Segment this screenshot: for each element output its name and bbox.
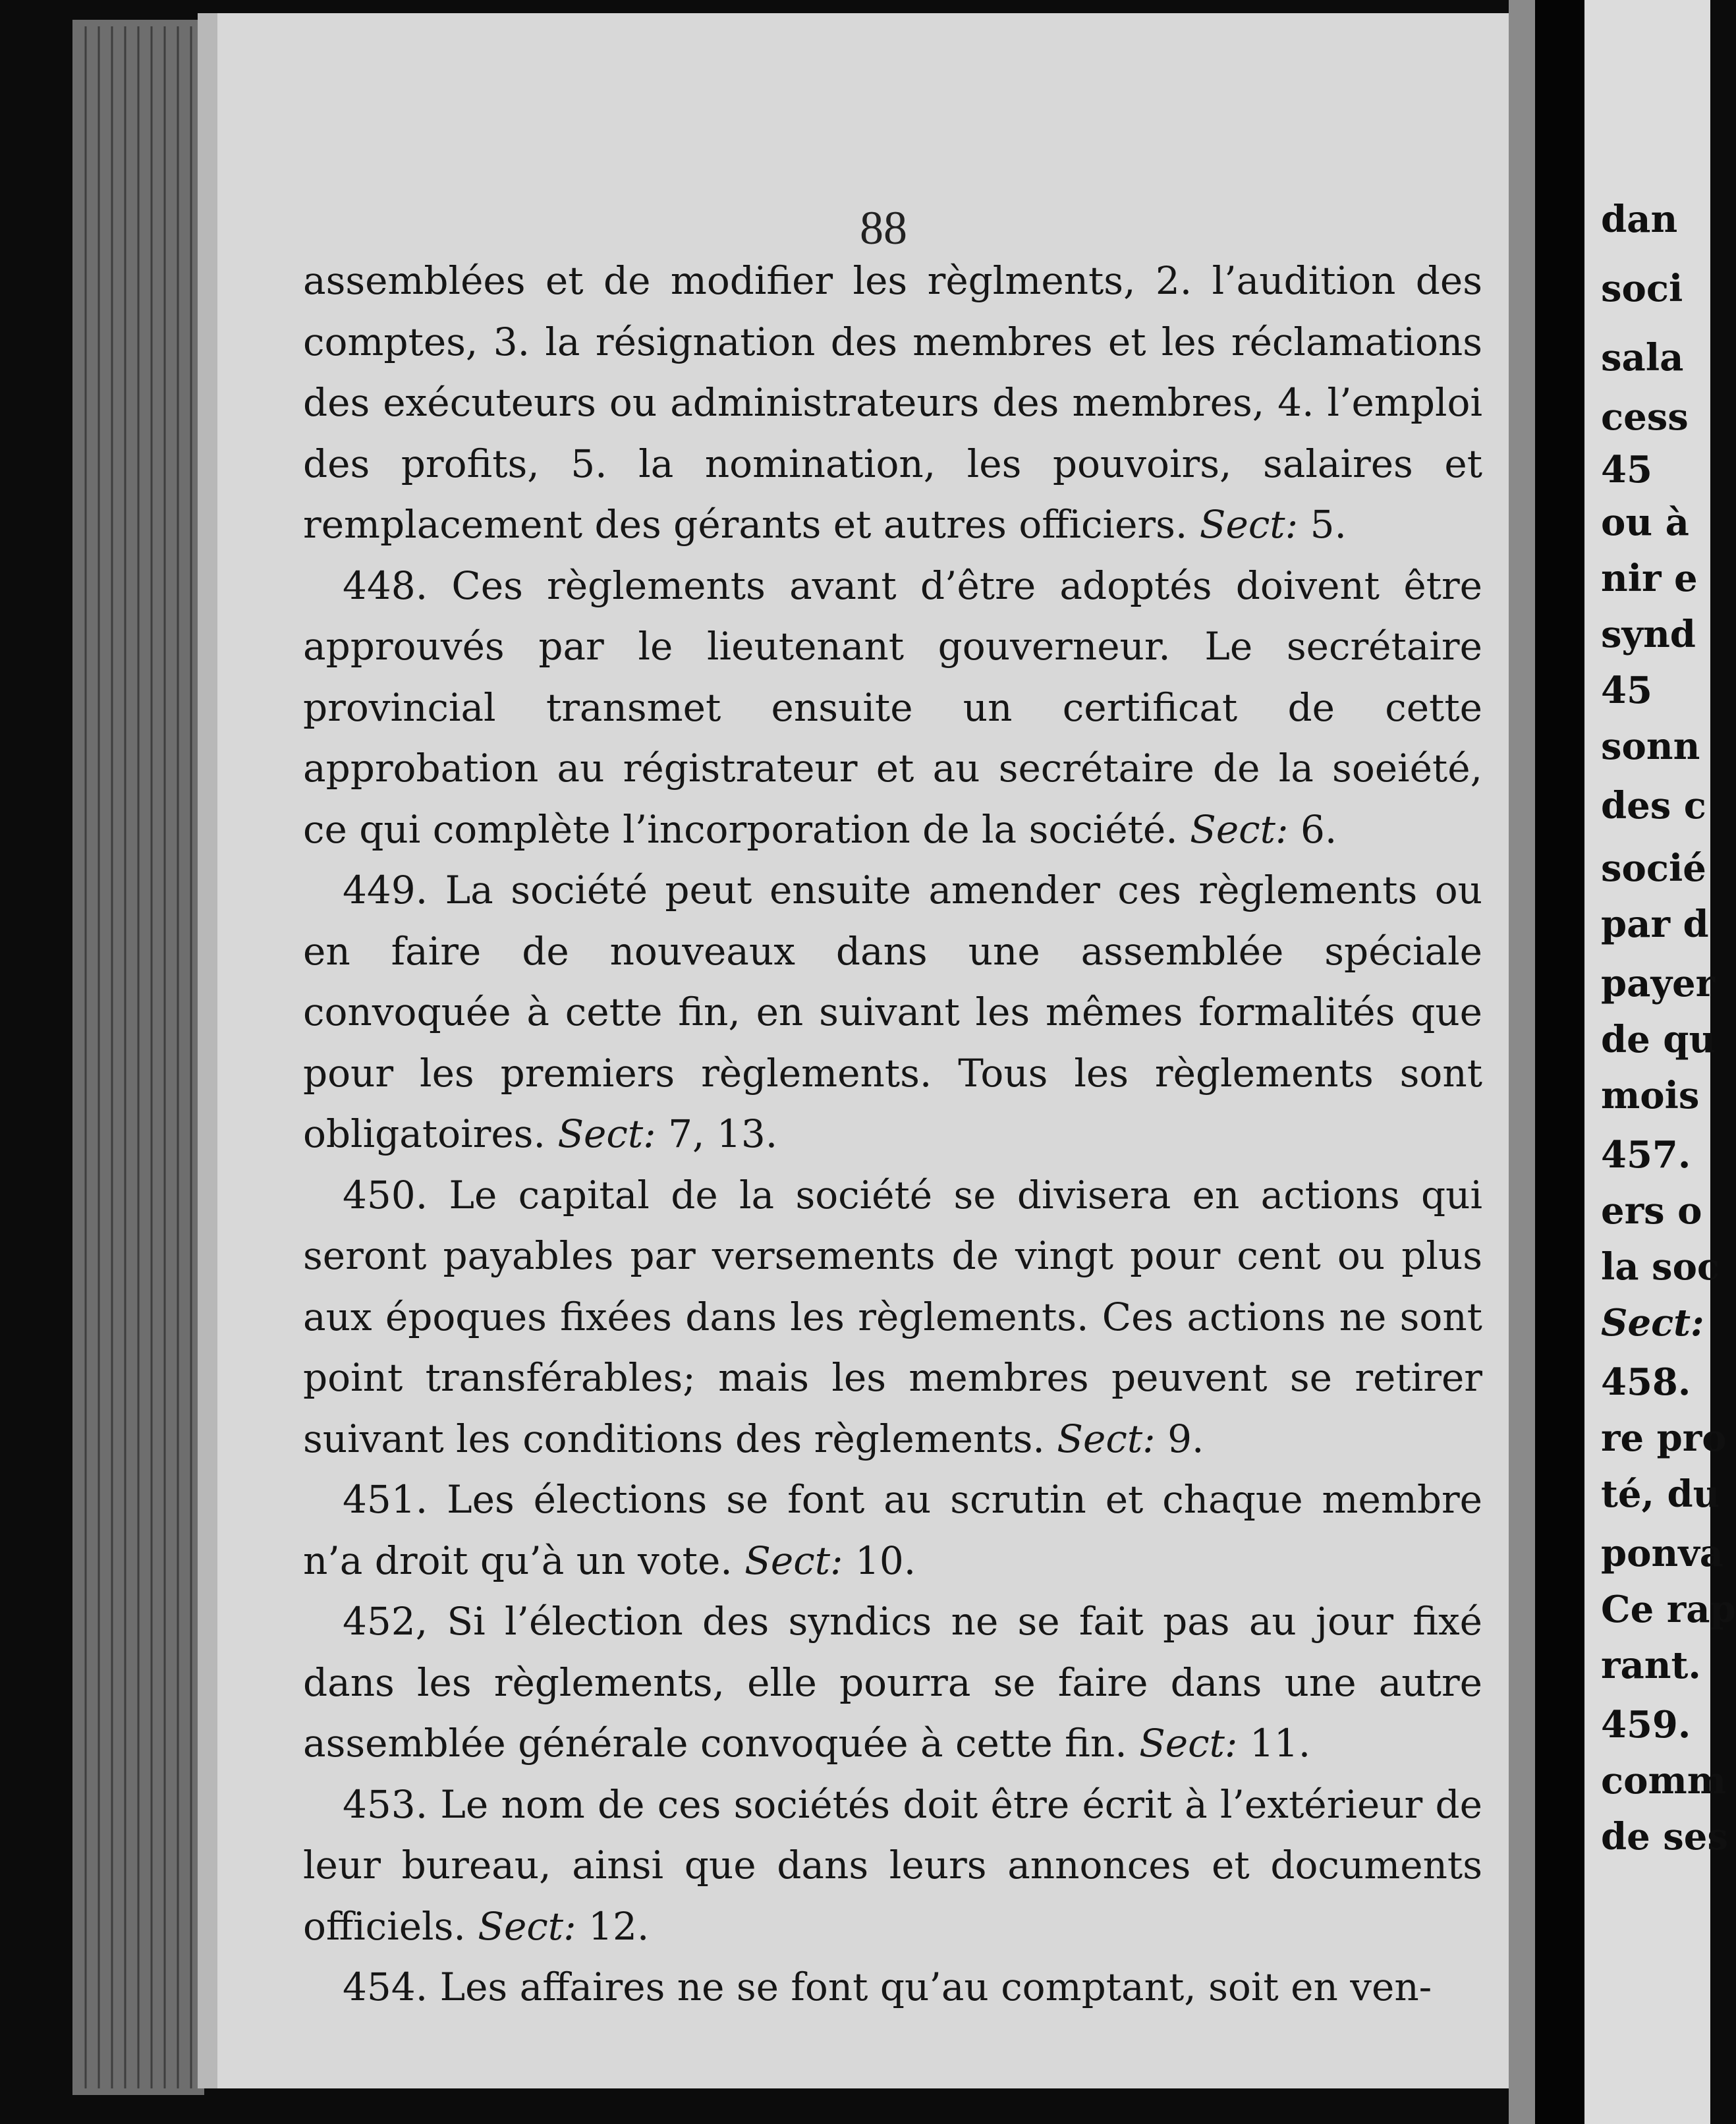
right-fragment: par d [1601,903,1709,946]
right-fragment: sala [1601,336,1684,379]
right-fragment: ers o [1601,1189,1702,1233]
right-fragment: socié [1601,847,1706,890]
right-fragment: comm [1601,1759,1726,1803]
right-fragment: de ses [1601,1815,1728,1859]
right-fragment: nir e [1601,557,1698,600]
right-fragment: sonn [1601,725,1700,768]
right-fragment: mois [1601,1074,1700,1117]
page-body-text [303,250,1482,2018]
right-fragment: 45 [1601,448,1652,491]
right-fragment: 45 [1601,669,1652,712]
paragraph-448: 448. Ces règlements avant d’être adoptés doivent être approuvés par le lieutenant gouverneur. Le secrétaire provincial transmet ensuite un certificat de cette approbation au régistrateur et au secrétaire de la soeiété, ce qui complète l’incorporation de la société. Sect: 6. [303,563,1482,852]
right-fragment: dan [1601,198,1678,241]
right-fragment: 457. [1601,1133,1691,1177]
right-fragment: Sect: [1601,1301,1704,1345]
paragraph-453: 453. Le nom de ces sociétés doit être écrit à l’extérieur de leur bureau, ainsi que dans leurs annonces et documents officiels. Sect: 12. [303,1781,1482,1949]
paragraph-continuation: assemblées et de modifier les règlments, 2. l’audition des comptes, 3. la résignation des membres et les réclamations des exécuteurs ou administrateurs des membres, 4. l’emploi des profits, 5. la nomination, les pouvoirs, salaires et remplacement des gérants et autres officiers. Sect: 5. [303,258,1482,547]
paragraph-449: 449. La société peut ensuite amender ces règlements ou en faire de nouveaux dans une assemblée spéciale convoquée à cette fin, en suivant les mêmes formalités que pour les premiers règlements. Tous les règlements sont obligatoires. Sect: 7, 13. [303,868,1482,1156]
right-fragment: Ce rap [1601,1588,1736,1631]
right-fragment: ou à [1601,501,1689,544]
right-fragment: 459. [1601,1703,1691,1747]
right-fragment: re pro [1601,1416,1727,1460]
page-number: 88 [860,202,907,254]
right-fragment: la soc [1601,1245,1720,1289]
right-fragment: 458. [1601,1360,1691,1404]
paragraph-451: 451. Les élections se font au scrutin et chaque membre n’a droit qu’à un vote. Sect: 10. [303,1477,1482,1583]
paragraph-450: 450. Le capital de la société se divisera en actions qui seront payables par versements de vingt pour cent ou plus aux époques fixées dans les règlements. Ces actions ne sont point transférables; mais les membres peuvent se retirer suivant les conditions des règlements. Sect: 9. [303,1172,1482,1461]
paragraph-454: 454. Les affaires ne se font qu’au comptant, soit en ven- [343,1965,1432,2009]
right-fragment: de qu [1601,1018,1716,1061]
paragraph-452: 452, Si l’élection des syndics ne se fait pas au jour fixé dans les règlements, elle pourra se faire dans une autre assemblée générale convoquée à cette fin. Sect: 11. [303,1599,1482,1766]
right-fragment: soci [1601,267,1683,310]
right-fragment: des c [1601,784,1706,827]
right-fragment: ponva [1601,1532,1724,1575]
right-fragment: payer [1601,962,1716,1005]
right-fragment: synd [1601,613,1696,656]
right-fragment: cess [1601,395,1689,439]
right-fragment: té, du [1601,1472,1720,1516]
right-fragment: rant. [1601,1644,1701,1687]
